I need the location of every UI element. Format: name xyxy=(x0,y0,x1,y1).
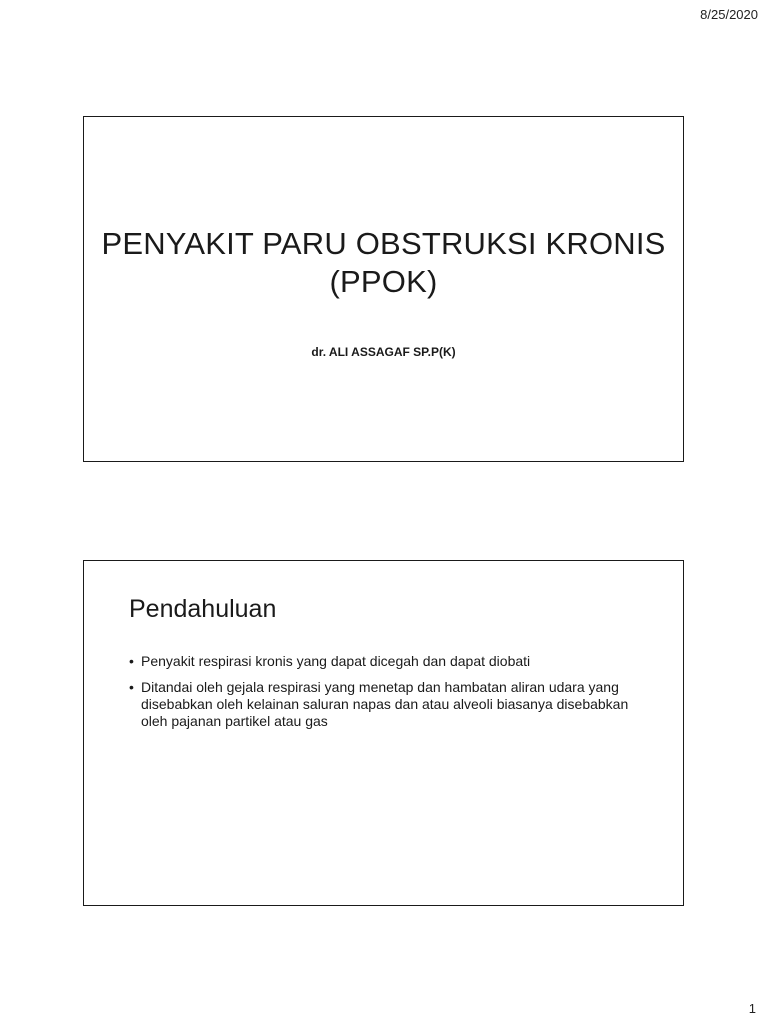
slide-title-text xyxy=(84,225,683,301)
title-line-2: (PPOK) xyxy=(329,264,438,299)
author-subtitle: dr. ALI ASSAGAF SP.P(K) xyxy=(311,345,456,359)
print-date: 8/25/2020 xyxy=(700,7,758,22)
slide-heading: Pendahuluan xyxy=(129,595,277,623)
bullet-icon: • xyxy=(129,653,134,669)
bullet-list xyxy=(129,653,629,739)
bullet-text: Penyakit respirasi kronis yang dapat dicegah dan dapat diobati xyxy=(141,653,531,669)
slide-title xyxy=(83,116,684,462)
bullet-icon: • xyxy=(129,679,134,695)
slide-introduction xyxy=(83,560,684,906)
title-line-1: PENYAKIT PARU OBSTRUKSI KRONIS xyxy=(101,226,666,261)
bullet-item xyxy=(129,653,629,670)
page-number: 1 xyxy=(748,1001,756,1016)
bullet-text: Ditandai oleh gejala respirasi yang menetap dan hambatan aliran udara yang disebabkan oleh kelainan saluran napas dan atau alveoli biasanya disebabkan oleh pajanan partikel atau gas xyxy=(141,679,629,729)
bullet-item xyxy=(129,679,629,730)
